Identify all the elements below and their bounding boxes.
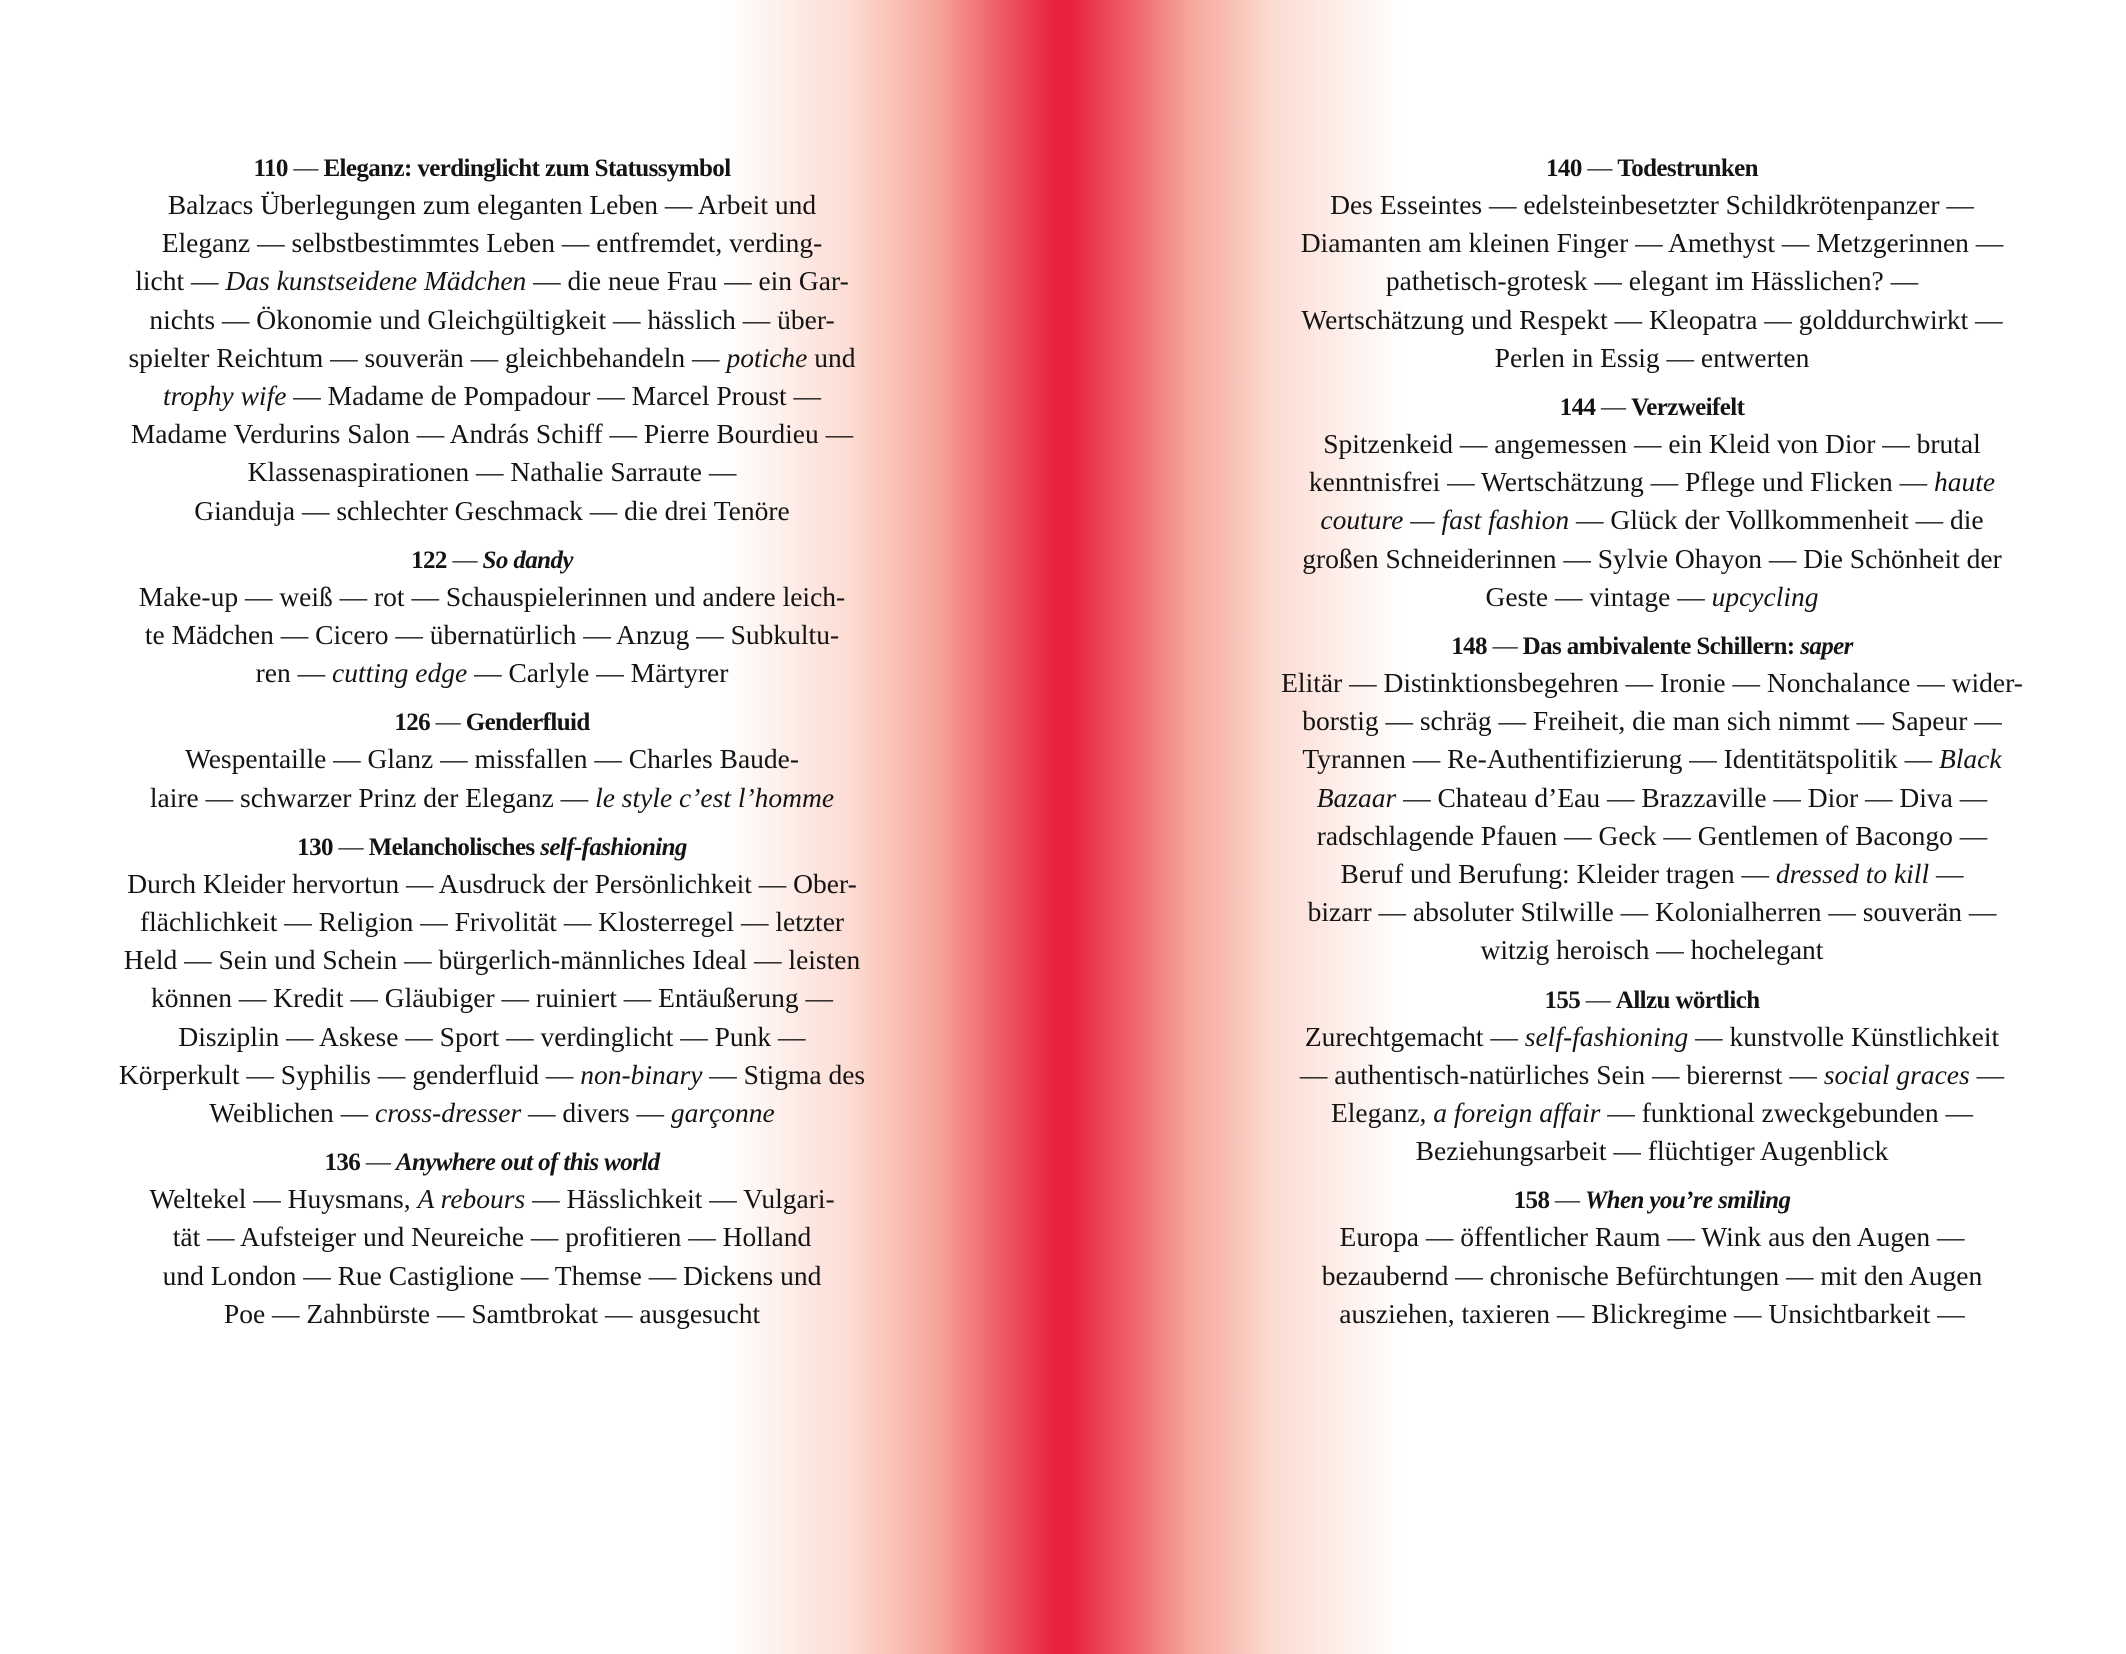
left-page-column xyxy=(92,152,892,1347)
contents-entry-148 xyxy=(1252,630,2052,970)
entry-keywords-line: witzig heroisch — hochelegant xyxy=(1480,934,1824,966)
entry-keywords-line: trophy wife — Madame de Pompadour — Marcel Proust — xyxy=(162,380,822,412)
entry-keywords-line: ausziehen, taxieren — Blickregime — Unsichtbarkeit — xyxy=(1339,1297,1965,1329)
contents-entry-144 xyxy=(1252,391,2052,616)
page-number: 144 xyxy=(1559,394,1596,422)
entry-keywords-line: können — Kredit — Gläubiger — ruiniert — Entäußerung — xyxy=(151,982,833,1014)
entry-keywords-line: tät — Aufsteiger und Neureiche — profitieren — Holland xyxy=(172,1221,812,1253)
entry-keywords-line: — authentisch-natürliches Sein — bierernst — social graces — xyxy=(1299,1058,2005,1090)
entry-keywords-line: Elitär — Distinktionsbegehren — Ironie — Nonchalance — wider- xyxy=(1281,667,2023,699)
entry-keywords-line: Bazaar — Chateau d’Eau — Brazzaville — Dior — Diva — xyxy=(1316,781,1988,813)
entry-keywords-line: Wespentaille — Glanz — missfallen — Charles Baude- xyxy=(184,743,800,775)
entry-title: Todestrunken xyxy=(1617,155,1758,182)
entry-keywords-line: und London — Rue Castiglione — Themse — Dickens und xyxy=(162,1259,822,1291)
entry-heading: 110 — Eleganz: verdinglicht zum Statussymbol xyxy=(253,155,731,182)
page-number: 140 xyxy=(1546,155,1582,182)
contents-entry-140 xyxy=(1252,152,2052,377)
entry-keywords-line: großen Schneiderinnen — Sylvie Ohayon — Die Schönheit der xyxy=(1302,542,2002,574)
entry-keywords-line: Beziehungsarbeit — flüchtiger Augenblick xyxy=(1415,1135,1889,1167)
page-number: 126 xyxy=(394,709,431,737)
entry-keywords-line: licht — Das kunstseidene Mädchen — die neue Frau — ein Gar- xyxy=(135,265,849,297)
entry-heading: 158 — When you’re smiling xyxy=(1513,1187,1791,1215)
entry-title: Eleganz: verdinglicht zum Statussymbol xyxy=(323,155,731,182)
entry-keywords-line: Wertschätzung und Respekt — Kleopatra — golddurchwirkt — xyxy=(1301,303,2003,335)
entry-heading: 126 — Genderfluid xyxy=(394,709,590,737)
entry-keywords-line: Klassenaspirationen — Nathalie Sarraute — xyxy=(247,456,737,488)
page-number: 130 xyxy=(297,833,333,861)
entry-keywords-line: Geste — vintage — upcycling xyxy=(1485,580,1819,612)
entry-keywords-line: kenntnisfrei — Wertschätzung — Pflege und Flicken — haute xyxy=(1308,466,1996,498)
entry-keywords-line: Tyrannen — Re-Authentifizierung — Identitätspolitik — Black xyxy=(1302,743,2002,775)
entry-keywords-line: Beruf und Berufung: Kleider tragen — dressed to kill — xyxy=(1340,858,1964,890)
entry-keywords-line: Zurechtgemacht — self-fashioning — kunstvolle Künstlichkeit xyxy=(1304,1020,2000,1052)
contents-entry-136 xyxy=(92,1146,892,1333)
contents-entry-110 xyxy=(92,152,892,530)
entry-heading: 136 — Anywhere out of this world xyxy=(324,1149,660,1177)
entry-keywords-line: Gianduja — schlechter Geschmack — die drei Tenöre xyxy=(194,494,790,526)
entry-title: So dandy xyxy=(482,546,573,574)
entry-keywords-line: radschlagende Pfauen — Geck — Gentlemen of Bacongo — xyxy=(1316,819,1988,851)
entry-keywords-line: couture — fast fashion — Glück der Vollkommenheit — die xyxy=(1320,504,1984,536)
entry-keywords-line: Körperkult — Syphilis — genderfluid — non-binary — Stigma des xyxy=(118,1058,866,1090)
entry-heading: 140 — Todestrunken xyxy=(1546,155,1758,182)
entry-keywords-line: Des Esseintes — edelsteinbesetzter Schildkrötenpanzer — xyxy=(1330,189,1974,220)
entry-title: Genderfluid xyxy=(465,709,590,737)
entry-keywords-line: ren — cutting edge — Carlyle — Märtyrer xyxy=(255,657,729,689)
page-number: 122 xyxy=(411,546,447,574)
entry-title: When you’re smiling xyxy=(1585,1187,1791,1215)
entry-title: Anywhere out of this world xyxy=(395,1149,660,1177)
entry-heading: 130 — Melancholisches self-fashioning xyxy=(297,833,687,861)
entry-keywords-line: Perlen in Essig — entwerten xyxy=(1494,341,1810,373)
entry-keywords-line: Poe — Zahnbürste — Samtbrokat — ausgesucht xyxy=(223,1297,761,1329)
entry-keywords-line: Eleganz — selbstbestimmtes Leben — entfremdet, verding- xyxy=(161,227,823,259)
entry-keywords-line: flächlichkeit — Religion — Frivolität — Klosterregel — letzter xyxy=(139,906,845,938)
entry-keywords-line: te Mädchen — Cicero — übernatürlich — Anzug — Subkultu- xyxy=(144,619,840,651)
contents-entry-126 xyxy=(92,706,892,816)
entry-keywords-line: Spitzenkeid — angemessen — ein Kleid von Dior — brutal xyxy=(1323,428,1981,460)
page-number: 110 xyxy=(253,155,288,182)
entry-keywords-line: Balzacs Überlegungen zum eleganten Leben — Arbeit und xyxy=(167,189,817,220)
entry-keywords-line: Eleganz, a foreign affair — funktional zweckgebunden — xyxy=(1330,1097,1974,1129)
entry-keywords-line: bizarr — absoluter Stilwille — Kolonialherren — souverän — xyxy=(1307,896,1997,928)
entry-keywords-line: Diamanten am kleinen Finger — Amethyst — Metzgerinnen — xyxy=(1300,227,2004,259)
entry-keywords-line: Weiblichen — cross-dresser — divers — garçonne xyxy=(209,1097,775,1129)
page-number: 136 xyxy=(324,1149,361,1177)
entry-keywords-line: Madame Verdurins Salon — András Schiff — Pierre Bourdieu — xyxy=(130,418,854,450)
entry-keywords-line: Weltekel — Huysmans, A rebours — Hässlichkeit — Vulgari- xyxy=(149,1183,835,1215)
entry-keywords-line: Durch Kleider hervortun — Ausdruck der Persönlichkeit — Ober- xyxy=(127,867,857,899)
page-number: 158 xyxy=(1513,1187,1550,1215)
entry-keywords-line: pathetisch-grotesk — elegant im Hässlichen? — xyxy=(1385,265,1919,297)
entry-keywords-line: Make-up — weiß — rot — Schauspielerinnen und andere leich- xyxy=(138,580,846,612)
right-page-column xyxy=(1252,152,2052,1347)
entry-title: Melancholisches self-fashioning xyxy=(368,833,687,861)
page-number: 148 xyxy=(1451,633,1487,661)
contents-entry-122 xyxy=(92,544,892,693)
entry-keywords-line: Held — Sein und Schein — bürgerlich-männliches Ideal — leisten xyxy=(123,944,861,976)
entry-title: Das ambivalente Schillern: saper xyxy=(1522,633,1853,661)
entry-keywords-line: bezaubernd — chronische Befürchtungen — mit den Augen xyxy=(1321,1259,1983,1291)
entry-heading: 148 — Das ambivalente Schillern: saper xyxy=(1451,633,1853,661)
entry-keywords-line: nichts — Ökonomie und Gleichgültigkeit — hässlich — über- xyxy=(149,303,835,335)
entry-heading: 144 — Verzweifelt xyxy=(1559,394,1745,422)
page-number: 155 xyxy=(1544,986,1581,1014)
entry-title: Verzweifelt xyxy=(1631,394,1745,422)
contents-entry-158 xyxy=(1252,1184,2052,1333)
entry-heading: 155 — Allzu wörtlich xyxy=(1544,986,1760,1014)
contents-entry-130 xyxy=(92,831,892,1132)
contents-entry-155 xyxy=(1252,984,2052,1171)
entry-keywords-line: borstig — schräg — Freiheit, die man sich nimmt — Sapeur — xyxy=(1302,705,2002,737)
entry-title: Allzu wörtlich xyxy=(1615,986,1760,1014)
entry-heading: 122 — So dandy xyxy=(411,546,573,574)
entry-keywords-line: spielter Reichtum — souverän — gleichbehandeln — potiche und xyxy=(128,341,856,373)
entry-keywords-line: Disziplin — Askese — Sport — verdinglicht — Punk — xyxy=(178,1020,806,1052)
entry-keywords-line: Europa — öffentlicher Raum — Wink aus den Augen — xyxy=(1339,1221,1965,1253)
entry-keywords-line: laire — schwarzer Prinz der Eleganz — le style c’est l’homme xyxy=(149,781,835,813)
